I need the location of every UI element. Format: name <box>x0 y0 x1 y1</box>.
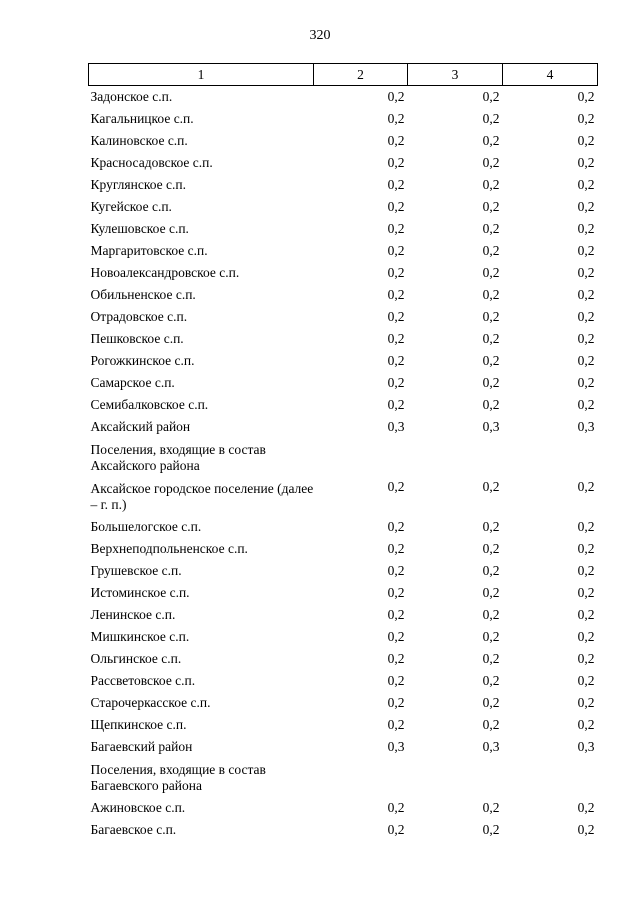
col-4-value-cell: 0,2 <box>577 155 595 170</box>
col-3-value-cell: 0,2 <box>482 221 500 236</box>
col-4-value-cell: 0,2 <box>577 353 595 368</box>
header-row <box>89 64 598 86</box>
col-3-value-cell: 0,2 <box>482 155 500 170</box>
settlement-name-cell: Маргаритовское с.п. <box>90 243 208 258</box>
col-3-value-cell: 0,3 <box>482 739 500 754</box>
col-4-value-cell <box>503 758 598 797</box>
col-2-value-cell: 0,2 <box>387 519 405 534</box>
settlement-name-cell: Самарское с.п. <box>90 375 175 390</box>
settlement-name-cell: Красносадовское с.п. <box>90 155 213 170</box>
col-3-value-cell: 0,2 <box>482 309 500 324</box>
col-3-value-cell <box>408 438 503 477</box>
table-row <box>89 714 598 736</box>
col-3-value-cell: 0,3 <box>482 419 500 434</box>
col-2-value-cell: 0,2 <box>387 221 405 236</box>
col-4-value-cell: 0,2 <box>577 177 595 192</box>
settlement-name-cell: Мишкинское с.п. <box>90 629 190 644</box>
col-2-value-cell: 0,2 <box>387 199 405 214</box>
col-4-value-cell: 0,2 <box>577 800 595 815</box>
col-3-value-cell: 0,2 <box>482 331 500 346</box>
col-2-value-cell: 0,2 <box>387 155 405 170</box>
settlement-name-cell: Задонское с.п. <box>90 89 173 104</box>
col-4-value-cell: 0,2 <box>577 331 595 346</box>
table-row <box>89 218 598 240</box>
table-row <box>89 152 598 174</box>
settlement-name-cell: Отрадовское с.п. <box>90 309 188 324</box>
col-2-value-cell: 0,2 <box>387 243 405 258</box>
col-4-value-cell: 0,2 <box>577 199 595 214</box>
table-row <box>89 582 598 604</box>
col-3-value-cell: 0,2 <box>482 822 500 837</box>
col-3-value-cell: 0,2 <box>482 607 500 622</box>
col-2-value-cell: 0,2 <box>387 800 405 815</box>
table-row <box>89 394 598 416</box>
col-2-value-cell: 0,2 <box>387 111 405 126</box>
settlement-name-cell: Поселения, входящие в состав Багаевского района <box>90 761 266 793</box>
col-3-value-cell: 0,2 <box>482 695 500 710</box>
table-row <box>89 328 598 350</box>
col-3-value-cell: 0,2 <box>482 199 500 214</box>
settlement-name-cell: Аксайский район <box>90 419 191 434</box>
col-3-value-cell: 0,2 <box>482 89 500 104</box>
table-row <box>89 670 598 692</box>
settlement-name-cell: Калиновское с.п. <box>90 133 188 148</box>
col-2-value-cell: 0,2 <box>387 822 405 837</box>
table-row <box>89 130 598 152</box>
col-3-value-cell: 0,2 <box>482 111 500 126</box>
col-3-value-cell: 0,2 <box>482 375 500 390</box>
col-4-value-cell: 0,2 <box>577 397 595 412</box>
settlement-name-cell: Багаевское с.п. <box>90 822 177 837</box>
col-4-value-cell: 0,2 <box>577 133 595 148</box>
settlement-name-cell: Кулешовское с.п. <box>90 221 189 236</box>
table-row <box>89 819 598 841</box>
table-row <box>89 626 598 648</box>
col-4-value-cell: 0,2 <box>577 629 595 644</box>
settlement-name-cell: Обильненское с.п. <box>90 287 196 302</box>
table-row <box>89 108 598 130</box>
col-4-value-cell: 0,2 <box>577 563 595 578</box>
col-2-value-cell: 0,2 <box>387 717 405 732</box>
col-2-value-cell: 0,2 <box>387 695 405 710</box>
col-2-value-cell: 0,2 <box>387 673 405 688</box>
col-3-value-cell: 0,2 <box>482 800 500 815</box>
col-3-value-cell: 0,2 <box>482 133 500 148</box>
settlement-name-cell: Аксайское городское поселение (далее – г. п.) <box>90 480 314 512</box>
col-4-value-cell: 0,2 <box>577 287 595 302</box>
col-2-value-cell: 0,2 <box>387 177 405 192</box>
col-3-value-cell: 0,2 <box>482 673 500 688</box>
table-row <box>89 86 598 109</box>
col-4-value-cell: 0,2 <box>577 607 595 622</box>
settlement-name-cell: Ольгинское с.п. <box>90 651 182 666</box>
col-4-value-cell: 0,2 <box>577 822 595 837</box>
col-4-value-cell: 0,2 <box>577 519 595 534</box>
col-4-value-cell: 0,2 <box>577 695 595 710</box>
col-2-value-cell: 0,2 <box>387 265 405 280</box>
col-2-value-cell: 0,2 <box>387 479 405 494</box>
col-2-value-cell: 0,3 <box>387 419 405 434</box>
col-3-value-cell: 0,2 <box>482 397 500 412</box>
col-2-value-cell: 0,2 <box>387 89 405 104</box>
col-4-value-cell: 0,2 <box>577 221 595 236</box>
col-4-value-cell: 0,2 <box>577 651 595 666</box>
header-col-2: 2 <box>314 64 408 86</box>
settlement-name-cell: Кугейское с.п. <box>90 199 172 214</box>
table-row <box>89 240 598 262</box>
col-2-value-cell: 0,2 <box>387 309 405 324</box>
table-row <box>89 350 598 372</box>
header-col-4: 4 <box>503 64 598 86</box>
col-2-value-cell: 0,2 <box>387 133 405 148</box>
col-3-value-cell: 0,2 <box>482 479 500 494</box>
col-2-value-cell <box>314 438 408 477</box>
table-row <box>89 284 598 306</box>
col-3-value-cell: 0,2 <box>482 519 500 534</box>
settlement-name-cell: Рогожкинское с.п. <box>90 353 195 368</box>
header-col-3: 3 <box>408 64 503 86</box>
col-3-value-cell: 0,2 <box>482 287 500 302</box>
col-4-value-cell: 0,2 <box>577 309 595 324</box>
table-row <box>89 692 598 714</box>
col-2-value-cell: 0,2 <box>387 651 405 666</box>
col-4-value-cell: 0,2 <box>577 375 595 390</box>
col-3-value-cell: 0,2 <box>482 717 500 732</box>
col-3-value-cell: 0,2 <box>482 563 500 578</box>
col-4-value-cell: 0,2 <box>577 243 595 258</box>
table-header <box>89 64 598 86</box>
col-4-value-cell: 0,2 <box>577 479 595 494</box>
table-body <box>89 86 598 842</box>
settlement-name-cell: Багаевский район <box>90 739 193 754</box>
col-4-value-cell: 0,2 <box>577 265 595 280</box>
settlement-name-cell: Грушевское с.п. <box>90 563 182 578</box>
table-row <box>89 797 598 819</box>
settlement-name-cell: Семибалковское с.п. <box>90 397 209 412</box>
col-4-value-cell: 0,2 <box>577 541 595 556</box>
header-col-1: 1 <box>89 64 314 86</box>
table-row <box>89 262 598 284</box>
table-row <box>89 758 598 797</box>
col-3-value-cell: 0,2 <box>482 265 500 280</box>
settlement-name-cell: Старочеркасское с.п. <box>90 695 211 710</box>
page-number: 320 <box>309 28 331 43</box>
table-row <box>89 560 598 582</box>
col-4-value-cell <box>503 438 598 477</box>
col-4-value-cell: 0,2 <box>577 585 595 600</box>
col-2-value-cell: 0,2 <box>387 585 405 600</box>
table-row <box>89 538 598 560</box>
col-2-value-cell: 0,2 <box>387 563 405 578</box>
col-4-value-cell: 0,2 <box>577 673 595 688</box>
col-2-value-cell <box>314 758 408 797</box>
col-3-value-cell: 0,2 <box>482 585 500 600</box>
col-4-value-cell: 0,2 <box>577 111 595 126</box>
col-2-value-cell: 0,2 <box>387 629 405 644</box>
settlement-name-cell: Пешковское с.п. <box>90 331 184 346</box>
settlement-name-cell: Кагальницкое с.п. <box>90 111 194 126</box>
col-2-value-cell: 0,2 <box>387 331 405 346</box>
table-row <box>89 306 598 328</box>
table-row <box>89 438 598 477</box>
col-3-value-cell: 0,2 <box>482 353 500 368</box>
col-2-value-cell: 0,3 <box>387 739 405 754</box>
col-3-value-cell: 0,2 <box>482 629 500 644</box>
table-row <box>89 196 598 218</box>
col-2-value-cell: 0,2 <box>387 541 405 556</box>
table-row <box>89 372 598 394</box>
col-4-value-cell: 0,2 <box>577 89 595 104</box>
col-2-value-cell: 0,2 <box>387 287 405 302</box>
settlement-name-cell: Круглянское с.п. <box>90 177 186 192</box>
table-row <box>89 416 598 438</box>
table-row <box>89 648 598 670</box>
table-row <box>89 736 598 758</box>
col-2-value-cell: 0,2 <box>387 375 405 390</box>
table-row <box>89 604 598 626</box>
settlement-name-cell: Рассветовское с.п. <box>90 673 196 688</box>
settlement-name-cell: Истоминское с.п. <box>90 585 190 600</box>
col-4-value-cell: 0,3 <box>577 739 595 754</box>
col-3-value-cell <box>408 758 503 797</box>
col-2-value-cell: 0,2 <box>387 353 405 368</box>
settlement-name-cell: Большелогское с.п. <box>90 519 202 534</box>
settlement-name-cell: Ажиновское с.п. <box>90 800 186 815</box>
col-3-value-cell: 0,2 <box>482 651 500 666</box>
col-4-value-cell: 0,2 <box>577 717 595 732</box>
settlement-name-cell: Щепкинское с.п. <box>90 717 187 732</box>
settlements-table <box>88 63 598 841</box>
table-row <box>89 516 598 538</box>
col-2-value-cell: 0,2 <box>387 397 405 412</box>
table-row <box>89 477 598 516</box>
col-3-value-cell: 0,2 <box>482 243 500 258</box>
col-4-value-cell: 0,3 <box>577 419 595 434</box>
settlement-name-cell: Новоалександровское с.п. <box>90 265 240 280</box>
settlement-name-cell: Верхнеподпольненское с.п. <box>90 541 248 556</box>
settlement-name-cell: Ленинское с.п. <box>90 607 176 622</box>
col-3-value-cell: 0,2 <box>482 177 500 192</box>
table-row <box>89 174 598 196</box>
col-2-value-cell: 0,2 <box>387 607 405 622</box>
col-3-value-cell: 0,2 <box>482 541 500 556</box>
settlement-name-cell: Поселения, входящие в состав Аксайского района <box>90 441 266 473</box>
